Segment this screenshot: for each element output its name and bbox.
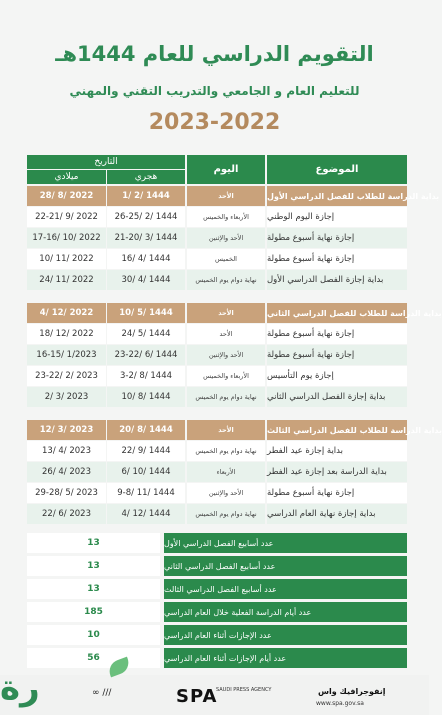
cell-gregorian: 22-21/ 9/ 2022 — [27, 207, 106, 227]
cell-day: الأحد والإثنين — [187, 345, 265, 365]
cell-subject: إجازة اليوم الوطني — [267, 207, 407, 227]
cell-day: الأربعاء والخميس — [187, 207, 265, 227]
cell-subject: بداية الدراسة بعد إجازة عيد الفطر — [267, 462, 407, 482]
cell-hijri: 21-20/ 3/ 1444 — [107, 228, 185, 248]
header-gregorian: ميلادي — [27, 170, 106, 184]
cell-gregorian: 17-16/ 10/ 2022 — [27, 228, 106, 248]
cell-day: الأحد — [187, 324, 265, 344]
cell-subject: إجازة نهاية أسبوع مطولة — [267, 324, 407, 344]
infographic-label: إنفوجرافيك واس — [318, 687, 386, 696]
page-title: التقويم الدراسي للعام 1444هـ — [55, 42, 374, 66]
cell-gregorian: 28/ 8/ 2022 — [27, 186, 106, 206]
cell-hijri: 9-8/ 11/ 1444 — [107, 483, 185, 503]
page-subtitle: للتعليم العام و الجامعي والتدريب التقني والمهني — [69, 84, 360, 98]
cell-hijri: 26-25/ 2/ 1444 — [107, 207, 185, 227]
summary-value: 10 — [27, 625, 160, 645]
cell-gregorian: 10/ 11/ 2022 — [27, 249, 106, 269]
cell-day: الأحد — [187, 303, 265, 323]
cell-gregorian: 12/ 3/ 2023 — [27, 420, 106, 440]
summary-label: عدد أيام الدراسة الفعلية خلال العام الدراسي — [164, 602, 407, 622]
table-row — [27, 249, 407, 269]
header-hijri: هجري — [107, 170, 185, 184]
table-row — [27, 324, 407, 344]
cell-hijri: 20/ 8/ 1444 — [107, 420, 185, 440]
cell-subject: إجازة نهاية أسبوع مطولة — [267, 345, 407, 365]
summary-row — [27, 602, 407, 622]
cell-day: الأربعاء والخميس — [187, 366, 265, 386]
table-row — [27, 420, 442, 440]
cell-hijri: 6/ 10/ 1444 — [107, 462, 185, 482]
summary-label: عدد أسابيع الفصل الدراسي الثالث — [164, 579, 407, 599]
cell-gregorian: 13/ 4/ 2023 — [27, 441, 106, 461]
cell-gregorian: 24/ 11/ 2022 — [27, 270, 106, 290]
cell-subject: إجازة نهاية أسبوع مطولة — [267, 249, 407, 269]
summary-row — [27, 625, 407, 645]
summary-label: عدد الإجازات أثناء العام الدراسي — [164, 625, 407, 645]
summary-row — [27, 556, 407, 576]
header-date: التاريخ — [27, 155, 185, 169]
cell-hijri: 16/ 4/ 1444 — [107, 249, 185, 269]
table-row — [27, 270, 407, 290]
cell-hijri: 24/ 5/ 1444 — [107, 324, 185, 344]
cell-subject: بداية الدراسة للطلاب للفصل الدراسي الأول — [267, 186, 407, 206]
summary-table — [27, 533, 407, 671]
cell-day: نهاية دوام يوم الخميس — [187, 504, 265, 524]
cell-subject: بداية إجازة الفصل الدراسي الثاني — [267, 387, 407, 407]
summary-label: عدد أسابيع الفصل الدراسي الأول — [164, 533, 407, 553]
cell-subject: بداية الدراسة للطلاب للفصل الدراسي الثالث — [267, 420, 407, 440]
header-subject: الموضوع — [267, 155, 407, 184]
table-row — [27, 303, 442, 323]
cell-hijri: 10/ 8/ 1444 — [107, 387, 185, 407]
cell-day: نهاية دوام يوم الخميس — [187, 441, 265, 461]
year-range: 2023-2022 — [148, 110, 281, 135]
cell-subject: إجازة يوم التأسيس — [267, 366, 407, 386]
cell-hijri: 23-22/ 6/ 1444 — [107, 345, 185, 365]
cell-gregorian: 29-28/ 5/ 2023 — [27, 483, 106, 503]
table-row — [27, 441, 407, 461]
section-term-1 — [27, 186, 440, 291]
cell-day: الأحد والإثنين — [187, 483, 265, 503]
cell-gregorian: 26/ 4/ 2023 — [27, 462, 106, 482]
table-row — [27, 366, 407, 386]
table-row — [27, 345, 407, 365]
cell-gregorian: 18/ 12/ 2022 — [27, 324, 106, 344]
cell-hijri: 4/ 12/ 1444 — [107, 504, 185, 524]
table-row — [27, 387, 407, 407]
cell-day: الخميس — [187, 249, 265, 269]
cell-hijri: 3-2/ 8/ 1444 — [107, 366, 185, 386]
section-term-3 — [27, 420, 442, 525]
cell-hijri: 22/ 9/ 1444 — [107, 441, 185, 461]
website-url[interactable]: www.spa.gov.sa — [316, 700, 364, 707]
section-term-2 — [27, 303, 442, 408]
cell-day: الأربعاء — [187, 462, 265, 482]
table-row — [27, 186, 440, 206]
summary-value: 185 — [27, 602, 160, 622]
table-row — [27, 483, 407, 503]
spa-logo-subtitle: SAUDI PRESS AGENCY — [216, 687, 272, 693]
summary-row — [27, 579, 407, 599]
cell-subject: بداية إجازة نهاية العام الدراسي — [267, 504, 407, 524]
cell-subject: بداية إجازة الفصل الدراسي الأول — [267, 270, 407, 290]
table-row — [27, 462, 407, 482]
summary-value: 56 — [27, 648, 160, 668]
table-row — [27, 207, 407, 227]
cell-day: نهاية دوام يوم الخميس — [187, 270, 265, 290]
summary-value: 13 — [27, 579, 160, 599]
table-header — [27, 155, 407, 184]
cell-subject: بداية الدراسة للطلاب للفصل الدراسي الثاني — [267, 303, 407, 323]
cell-gregorian: 2/ 3/ 2023 — [27, 387, 106, 407]
cell-hijri: 30/ 4/ 1444 — [107, 270, 185, 290]
summary-value: 13 — [27, 556, 160, 576]
summary-label: عدد أسابيع الفصل الدراسي الثاني — [164, 556, 407, 576]
summary-value: 13 — [27, 533, 160, 553]
table-row — [27, 504, 407, 524]
cell-subject: بداية إجازة عيد الفطر — [267, 441, 407, 461]
summary-row — [27, 533, 407, 553]
cell-day: نهاية دوام يوم الخميس — [187, 387, 265, 407]
partner-logo: ∞ /// — [92, 688, 112, 698]
cell-gregorian: 4/ 12/ 2022 — [27, 303, 106, 323]
watermark-logo: رة — [0, 668, 40, 708]
cell-day: الأحد — [187, 186, 265, 206]
cell-gregorian: 16-15/ 1/2023 — [27, 345, 106, 365]
table-row — [27, 228, 407, 248]
cell-gregorian: 23-22/ 2/ 2023 — [27, 366, 106, 386]
cell-gregorian: 22/ 6/ 2023 — [27, 504, 106, 524]
header-day: اليوم — [187, 155, 265, 184]
cell-day: الأحد والإثنين — [187, 228, 265, 248]
cell-hijri: 1/ 2/ 1444 — [107, 186, 185, 206]
spa-logo: SPA — [176, 686, 218, 707]
cell-hijri: 10/ 5/ 1444 — [107, 303, 185, 323]
cell-day: الأحد — [187, 420, 265, 440]
summary-row — [27, 648, 407, 668]
cell-subject: إجازة نهاية أسبوع مطولة — [267, 228, 407, 248]
cell-subject: إجازة نهاية أسبوع مطولة — [267, 483, 407, 503]
summary-label: عدد أيام الإجازات أثناء العام الدراسي — [164, 648, 407, 668]
